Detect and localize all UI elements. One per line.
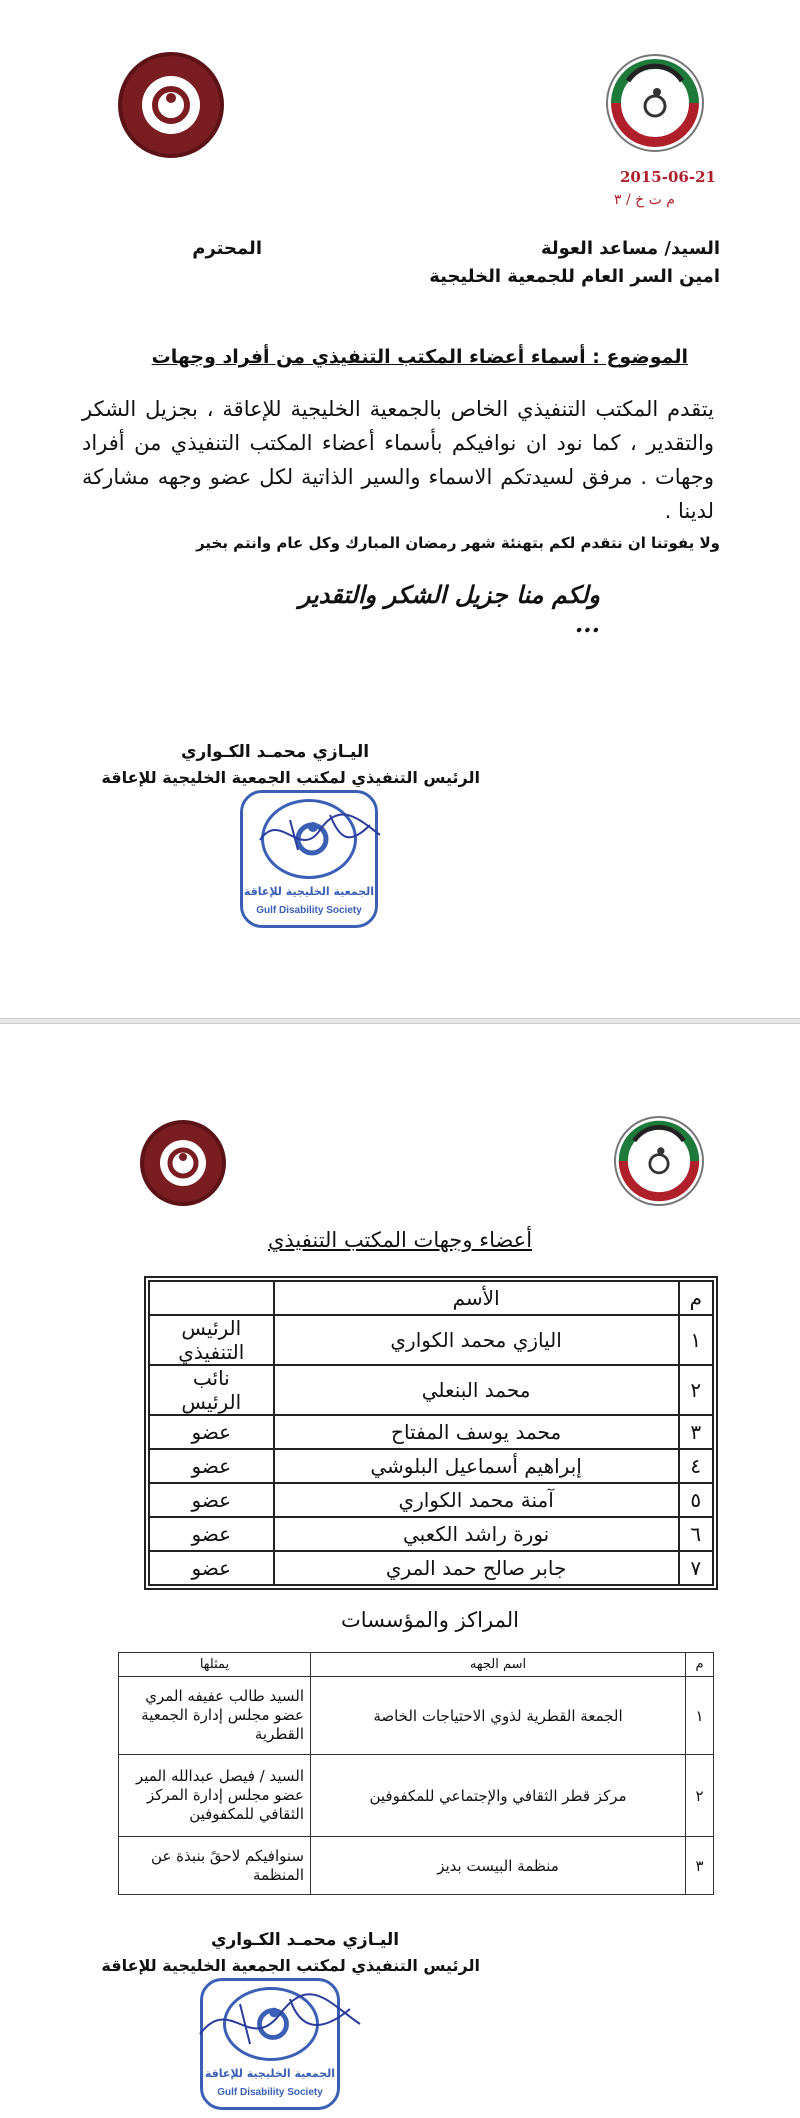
member-role: الرئيس التنفيذي bbox=[149, 1315, 274, 1365]
members-table bbox=[148, 1280, 714, 1586]
header-num: م bbox=[686, 1653, 714, 1677]
header-name: الأسم bbox=[274, 1281, 679, 1315]
table-header-row bbox=[149, 1281, 713, 1315]
emblem-icon bbox=[144, 1124, 222, 1202]
member-name: محمد يوسف المفتاح bbox=[274, 1415, 679, 1449]
member-role: عضو bbox=[149, 1517, 274, 1551]
stamp-arabic-text: الجمعية الخليجية للإعاقة bbox=[204, 2067, 336, 2080]
recipient-name: السيد/ مساعد العولة bbox=[540, 238, 720, 259]
member-role: عضو bbox=[149, 1551, 274, 1585]
table-row bbox=[149, 1483, 713, 1517]
row-num: ٥ bbox=[679, 1483, 713, 1517]
header-rep: يمثلها bbox=[119, 1653, 311, 1677]
table-row bbox=[149, 1415, 713, 1449]
gulf-disability-society-logo bbox=[614, 1116, 704, 1206]
table-row bbox=[149, 1449, 713, 1483]
org-name: الجمعة القطرية لذوي الاحتياجات الخاصة bbox=[311, 1677, 686, 1755]
table-row bbox=[149, 1365, 713, 1415]
table-row bbox=[149, 1551, 713, 1585]
header-org: اسم الجهه bbox=[311, 1653, 686, 1677]
row-num: ٧ bbox=[679, 1551, 713, 1585]
row-num: ٢ bbox=[679, 1365, 713, 1415]
row-num: ٣ bbox=[679, 1415, 713, 1449]
row-num: ٤ bbox=[679, 1449, 713, 1483]
centers-table-title: المراكز والمؤسسات bbox=[341, 1608, 519, 1632]
closing-thanks: ولكم منا جزيل الشكر والتقدير ... bbox=[298, 580, 600, 638]
table-row bbox=[149, 1517, 713, 1551]
row-num: ٢ bbox=[686, 1755, 714, 1837]
member-name: آمنة محمد الكواري bbox=[274, 1483, 679, 1517]
emblem-icon bbox=[122, 56, 220, 154]
member-name: اليازي محمد الكواري bbox=[274, 1315, 679, 1365]
member-name: نورة راشد الكعبي bbox=[274, 1517, 679, 1551]
recipient-title: امين السر العام للجمعية الخليجية bbox=[429, 266, 720, 287]
letter-subject: الموضوع : أسماء أعضاء المكتب التنفيذي من أفراد وجهات bbox=[151, 346, 688, 368]
stamp-english-text: Gulf Disability Society bbox=[217, 2087, 323, 2098]
member-name: إبراهيم أسماعيل البلوشي bbox=[274, 1449, 679, 1483]
header-role bbox=[149, 1281, 274, 1315]
recipient-honorific: المحترم bbox=[192, 238, 262, 259]
handwritten-signature bbox=[250, 800, 400, 870]
org-representative: السيد طالب عفيفه المري عضو مجلس إدارة الجمعية القطرية bbox=[119, 1677, 311, 1755]
handwritten-signature bbox=[190, 1984, 370, 2064]
letter-page bbox=[0, 0, 800, 1018]
member-name: محمد البنعلي bbox=[274, 1365, 679, 1415]
gcc-flags-emblem-icon bbox=[608, 56, 702, 150]
letter-body: يتقدم المكتب التنفيذي الخاص بالجمعية الخليجية للإعاقة ، بجزيل الشكر والتقدير ، كما نود ان نوافيكم بأسماء أعضاء المكتب التنفيذي من أفراد وجهات . مرفق لسيدتكم الاسماء والسير الذاتية لكل عضو وجهه مشاركة لدينا . bbox=[82, 397, 714, 523]
row-num: ١ bbox=[679, 1315, 713, 1365]
stamp-english-text: Gulf Disability Society bbox=[256, 905, 362, 916]
centers-table bbox=[118, 1652, 714, 1895]
gulf-disability-society-logo bbox=[606, 54, 704, 152]
members-table-title: أعضاء وجهات المكتب التنفيذي bbox=[267, 1228, 533, 1252]
gcc-flags-emblem-icon bbox=[616, 1118, 702, 1204]
table-row bbox=[119, 1837, 714, 1895]
member-role: عضو bbox=[149, 1449, 274, 1483]
org-representative: السيد / فيصل عبدالله المير عضو مجلس إدارة المركز الثقافي للمكفوفين bbox=[119, 1755, 311, 1837]
signature-name: اليـازي محمـد الكـواري bbox=[210, 1930, 400, 1950]
organization-logo-left bbox=[140, 1120, 226, 1206]
letter-date: 2015-06-21 bbox=[620, 168, 716, 186]
organization-logo-left bbox=[118, 52, 224, 158]
row-num: ٣ bbox=[686, 1837, 714, 1895]
row-num: ٦ bbox=[679, 1517, 713, 1551]
member-role: عضو bbox=[149, 1415, 274, 1449]
ramadan-greeting: ولا يفوتنا ان نتقدم لكم بتهنئة شهر رمضان المبارك وكل عام وانتم بخير bbox=[196, 534, 720, 552]
header-num: م bbox=[679, 1281, 713, 1315]
member-name: جابر صالح حمد المري bbox=[274, 1551, 679, 1585]
member-role: نائب الرئيس bbox=[149, 1365, 274, 1415]
org-name: مركز قطر الثقافي والإجتماعي للمكفوفين bbox=[311, 1755, 686, 1837]
org-name: منظمة البيست بديز bbox=[311, 1837, 686, 1895]
letter-reference: م ت خ / ٣ bbox=[614, 192, 675, 208]
member-role: عضو bbox=[149, 1483, 274, 1517]
org-representative: سنوافيكم لاحقً بنبذة عن المنظمة bbox=[119, 1837, 311, 1895]
signature-title: الرئيس التنفيذي لمكتب الجمعية الخليجية للإعاقة bbox=[101, 768, 480, 787]
table-header-row bbox=[119, 1653, 714, 1677]
signature-name: اليـازي محمـد الكـواري bbox=[180, 742, 370, 762]
table-row bbox=[119, 1677, 714, 1755]
table-row bbox=[119, 1755, 714, 1837]
signature-title: الرئيس التنفيذي لمكتب الجمعية الخليجية للإعاقة bbox=[101, 1956, 480, 1975]
members-page bbox=[0, 1024, 800, 2118]
table-row bbox=[149, 1315, 713, 1365]
stamp-arabic-text: الجمعية الخليجية للإعاقة bbox=[243, 885, 375, 898]
row-num: ١ bbox=[686, 1677, 714, 1755]
